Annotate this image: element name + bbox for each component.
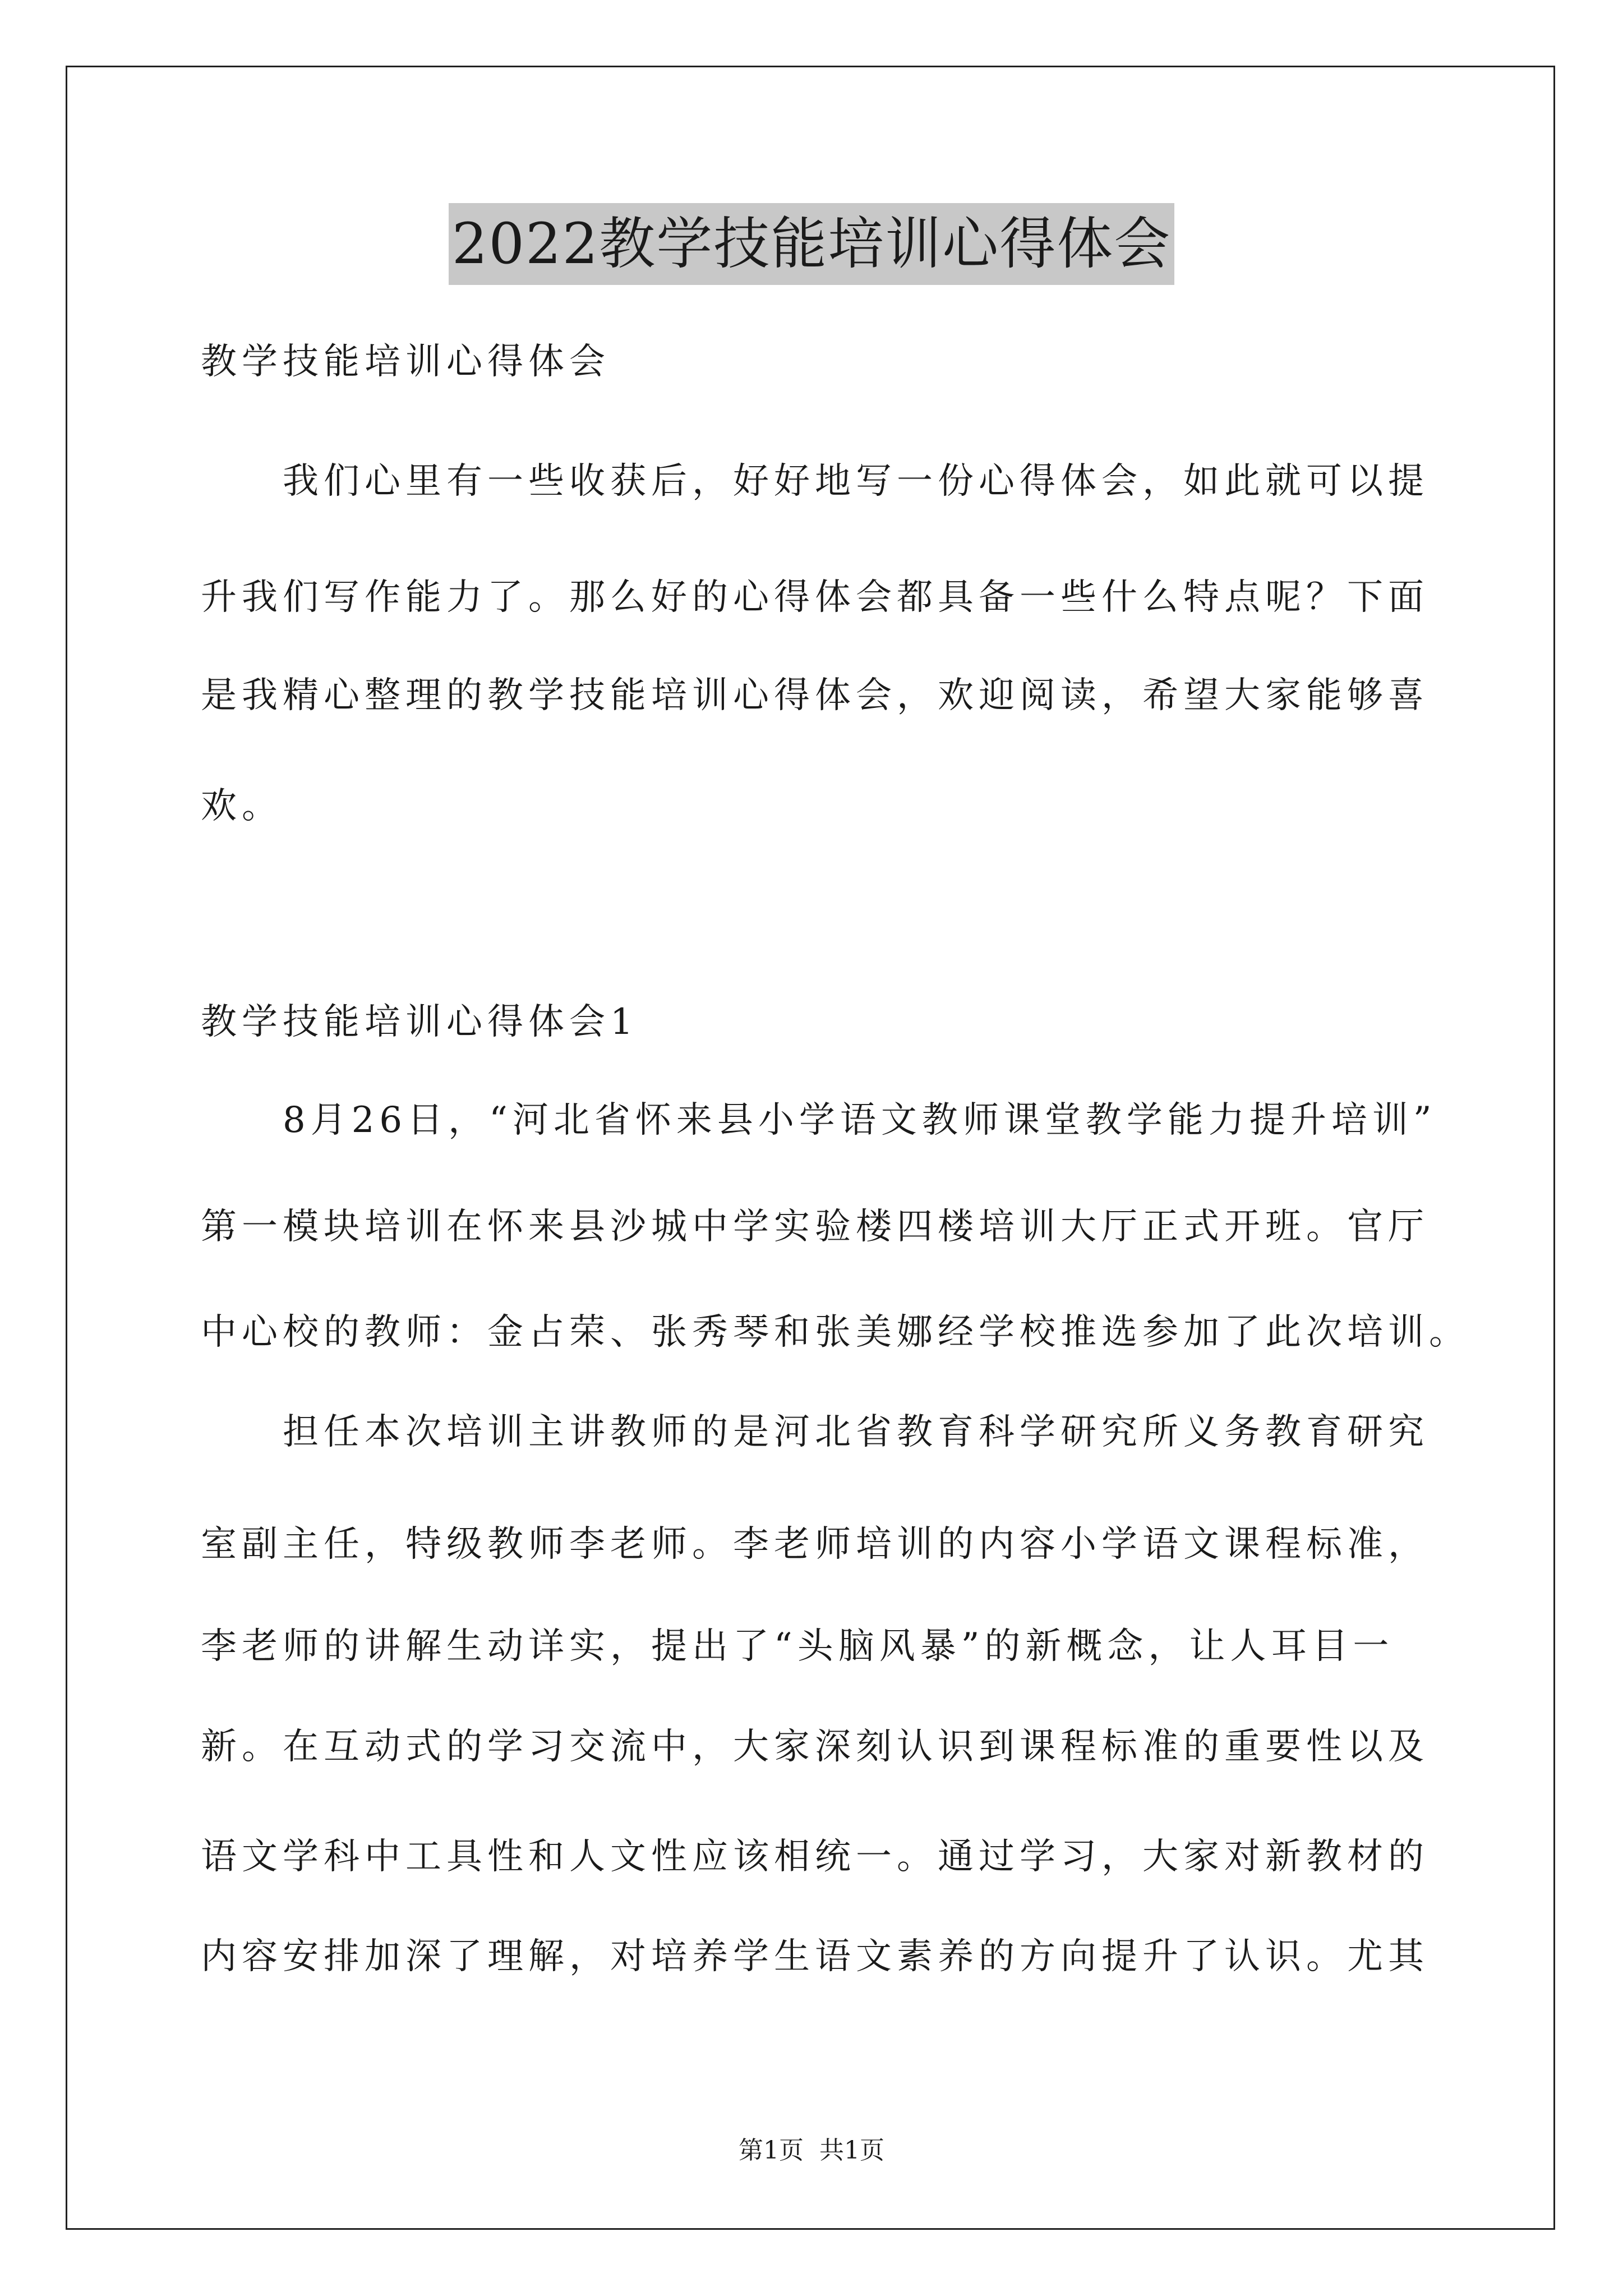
body-line: 语文学科中工具性和人文性应该相统一。通过学习，大家对新教材的 [201,1836,1429,1878]
page-total: 共1页 [819,2136,884,2165]
subtitle-line: 教学技能培训心得体会 [201,341,610,383]
body-line: 内容安排加深了理解，对培养学生语文素养的方向提升了认识。尤其 [201,1936,1429,1977]
body-line: 8月26日，“河北省怀来县小学语文教师课堂教学能力提升培训” [201,1099,1437,1141]
body-line: 是我精心整理的教学技能培训心得体会，欢迎阅读，希望大家能够喜 [201,675,1429,716]
body-line: 我们心里有一些收获后，好好地写一份心得体会，如此就可以提 [201,461,1429,502]
body-line: 室副主任，特级教师李老师。李老师培训的内容小学语文课程标准， [201,1524,1429,1565]
body-line: 新。在互动式的学习交流中，大家深刻认识到课程标准的重要性以及 [201,1726,1429,1768]
body-line: 第一模块培训在怀来县沙城中学实验楼四楼培训大厅正式开班。官厅 [201,1206,1429,1248]
section-heading: 教学技能培训心得体会1 [201,1001,638,1043]
document-title: 2022教学技能培训心得体会 [449,203,1175,285]
title-container [0,203,1623,285]
body-line: 中心校的教师：金占荣、张秀琴和张美娜经学校推选参加了此次培训。 [201,1312,1470,1353]
body-line: 欢。 [201,785,283,827]
page-footer [0,2134,1623,2168]
body-line: 李老师的讲解生动详实，提出了“头脑风暴”的新概念，让人耳目一 [201,1626,1394,1667]
page-number: 第1页 [739,2136,804,2165]
body-line: 升我们写作能力了。那么好的心得体会都具备一些什么特点呢？下面 [201,577,1429,618]
body-line: 担任本次培训主讲教师的是河北省教育科学研究所义务教育研究 [201,1411,1429,1453]
page-border [66,66,1555,2230]
